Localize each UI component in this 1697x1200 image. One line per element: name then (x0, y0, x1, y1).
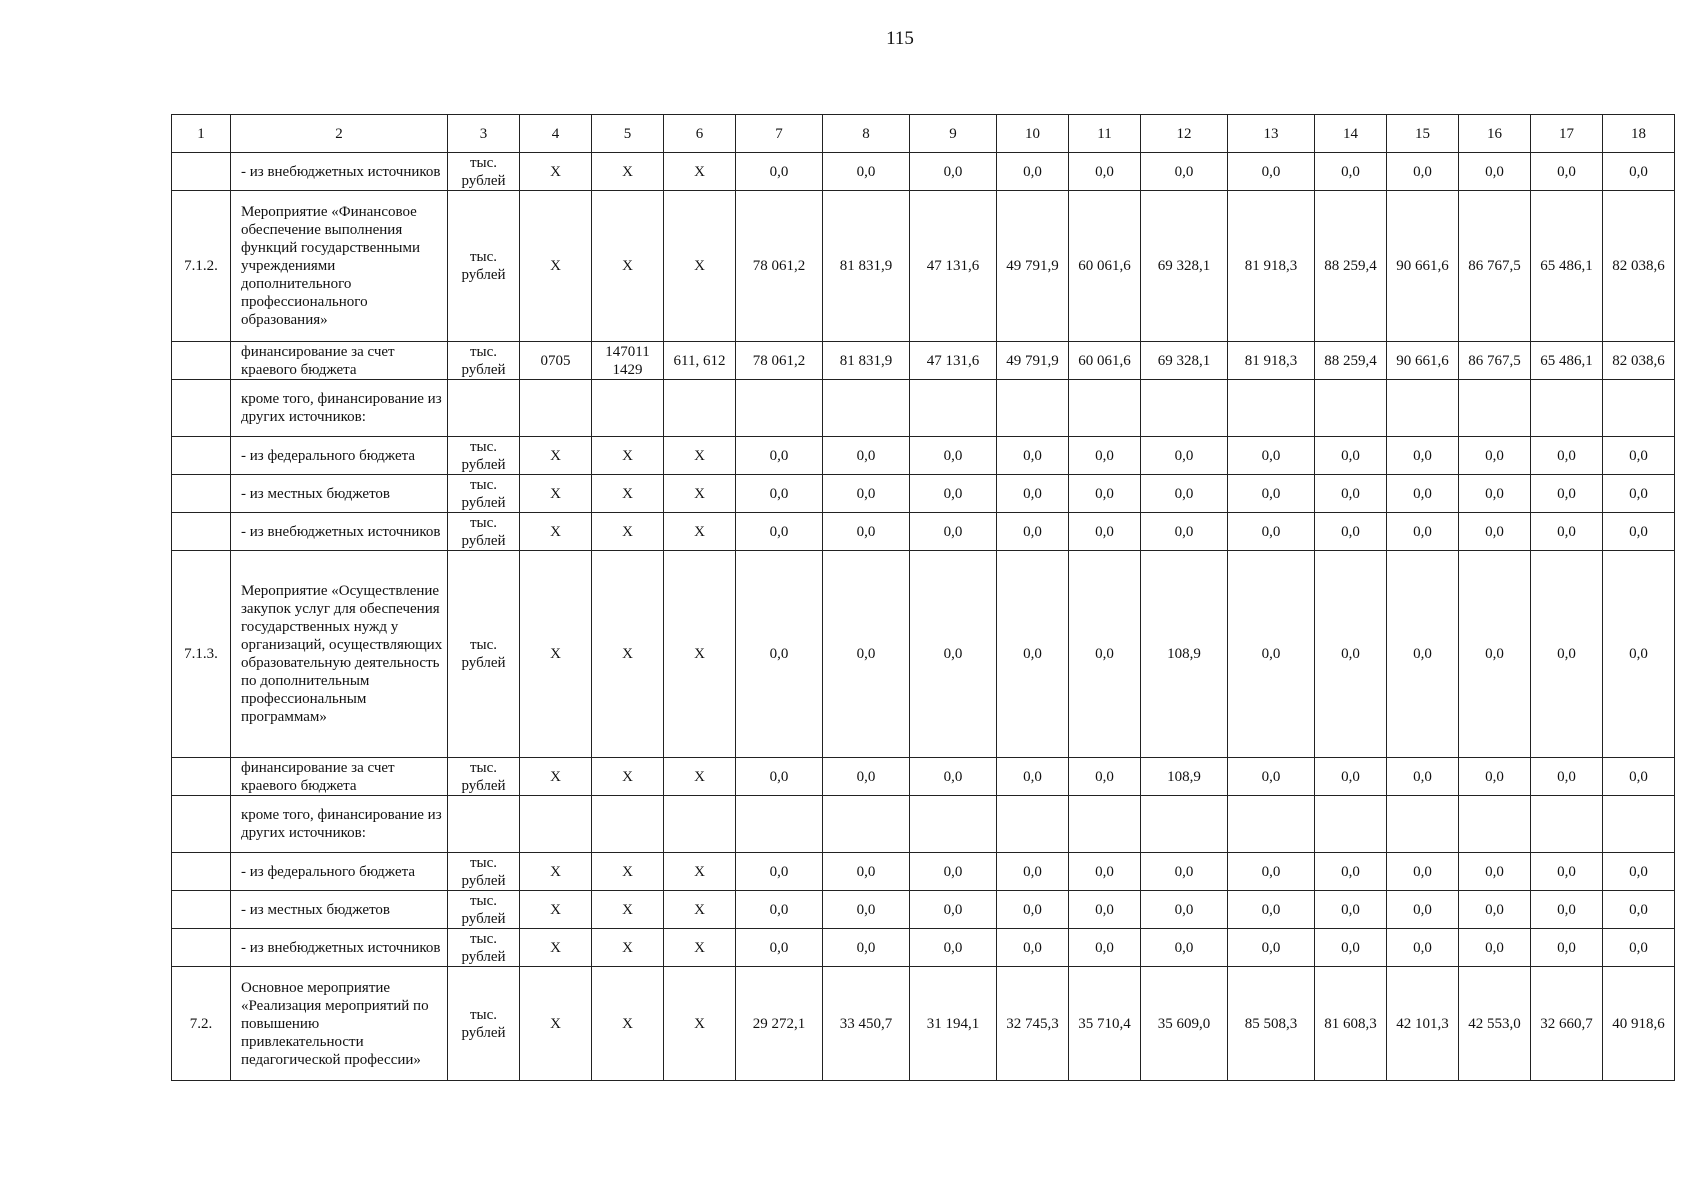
table-cell: 0,0 (736, 551, 823, 758)
column-header-9: 9 (910, 115, 997, 153)
table-cell: 0,0 (1141, 153, 1228, 191)
table-cell: 0,0 (910, 153, 997, 191)
table-cell (1459, 380, 1531, 437)
table-cell: 86 767,5 (1459, 191, 1531, 342)
table-cell: 0,0 (1315, 475, 1387, 513)
table-cell (1387, 380, 1459, 437)
table-cell: 81 831,9 (823, 191, 910, 342)
table-cell: 42 101,3 (1387, 967, 1459, 1081)
table-cell: Х (520, 191, 592, 342)
table-cell: 82 038,6 (1603, 191, 1675, 342)
table-row (172, 891, 1675, 929)
table-cell: 0,0 (736, 475, 823, 513)
table-cell: Х (520, 551, 592, 758)
table-cell: 0,0 (1603, 853, 1675, 891)
table-cell: 0,0 (1459, 513, 1531, 551)
column-header-13: 13 (1228, 115, 1315, 153)
row-description-cell: - из внебюджетных источников (231, 513, 448, 551)
table-cell: Х (520, 891, 592, 929)
table-cell: Х (664, 475, 736, 513)
table-cell: 108,9 (1141, 551, 1228, 758)
table-cell: Х (664, 437, 736, 475)
table-cell: 0,0 (910, 758, 997, 796)
table-cell: 0,0 (1459, 551, 1531, 758)
table-cell: 0,0 (1387, 551, 1459, 758)
table-cell: 88 259,4 (1315, 342, 1387, 380)
table-cell (448, 796, 520, 853)
table-cell: Х (664, 513, 736, 551)
table-cell: 49 791,9 (997, 342, 1069, 380)
table-cell: 0,0 (1459, 758, 1531, 796)
table-cell: 69 328,1 (1141, 342, 1228, 380)
table-cell: 0,0 (1069, 853, 1141, 891)
table-cell: 0,0 (997, 891, 1069, 929)
table-cell: тыс. рублей (448, 967, 520, 1081)
table-cell (664, 380, 736, 437)
table-cell: 0,0 (1141, 853, 1228, 891)
table-cell (1069, 796, 1141, 853)
table-cell (823, 380, 910, 437)
table-cell: 0,0 (1315, 437, 1387, 475)
table-cell: 0,0 (1531, 551, 1603, 758)
table-cell: тыс. рублей (448, 551, 520, 758)
table-row (172, 380, 1675, 437)
table-cell: 0705 (520, 342, 592, 380)
table-cell: 0,0 (1531, 513, 1603, 551)
table-cell (736, 796, 823, 853)
table-cell: тыс. рублей (448, 891, 520, 929)
column-header-1: 1 (172, 115, 231, 153)
table-cell: 0,0 (1531, 437, 1603, 475)
table-cell: 0,0 (910, 891, 997, 929)
table-cell: 0,0 (1069, 891, 1141, 929)
table-row (172, 796, 1675, 853)
row-number-cell (172, 513, 231, 551)
table-cell (1141, 380, 1228, 437)
table-cell: 0,0 (997, 437, 1069, 475)
table-cell (520, 380, 592, 437)
table-cell: 0,0 (1315, 513, 1387, 551)
table-cell: 78 061,2 (736, 191, 823, 342)
row-number-cell (172, 891, 231, 929)
row-description-cell: финансирование за счет краевого бюджета (231, 342, 448, 380)
table-row (172, 551, 1675, 758)
table-cell: 82 038,6 (1603, 342, 1675, 380)
table-cell: Х (520, 153, 592, 191)
column-header-8: 8 (823, 115, 910, 153)
table-cell: Х (664, 929, 736, 967)
table-cell: 0,0 (1141, 891, 1228, 929)
column-header-11: 11 (1069, 115, 1141, 153)
table-cell: 0,0 (1459, 891, 1531, 929)
table-cell: 0,0 (736, 853, 823, 891)
table-cell: тыс. рублей (448, 437, 520, 475)
table-cell: Х (592, 437, 664, 475)
table-cell: 0,0 (1069, 153, 1141, 191)
table-row (172, 758, 1675, 796)
table-cell: 60 061,6 (1069, 342, 1141, 380)
table-cell: 0,0 (1387, 929, 1459, 967)
table-cell: 65 486,1 (1531, 191, 1603, 342)
table-cell: 0,0 (1069, 758, 1141, 796)
table-body (172, 115, 1675, 1081)
row-number-cell (172, 758, 231, 796)
table-cell: 0,0 (736, 929, 823, 967)
table-cell: Х (664, 853, 736, 891)
table-cell: 0,0 (736, 758, 823, 796)
row-number-cell (172, 796, 231, 853)
table-cell: 81 918,3 (1228, 342, 1315, 380)
table-cell: 65 486,1 (1531, 342, 1603, 380)
table-cell: 0,0 (1531, 475, 1603, 513)
table-cell: Х (592, 153, 664, 191)
table-cell (664, 796, 736, 853)
table-cell: 0,0 (910, 475, 997, 513)
table-cell: тыс. рублей (448, 929, 520, 967)
table-cell: 35 710,4 (1069, 967, 1141, 1081)
table-cell: 0,0 (1459, 929, 1531, 967)
row-description-cell: финансирование за счет краевого бюджета (231, 758, 448, 796)
table-cell: Х (592, 853, 664, 891)
table-cell: 0,0 (1315, 758, 1387, 796)
table-cell (997, 796, 1069, 853)
table-cell: 0,0 (1228, 853, 1315, 891)
table-cell: 0,0 (997, 758, 1069, 796)
column-header-12: 12 (1141, 115, 1228, 153)
table-cell: 49 791,9 (997, 191, 1069, 342)
table-cell: Х (592, 513, 664, 551)
table-row (172, 967, 1675, 1081)
table-cell: 0,0 (1387, 475, 1459, 513)
table-cell: 0,0 (823, 475, 910, 513)
table-cell: 0,0 (1387, 853, 1459, 891)
table-row (172, 342, 1675, 380)
table-cell (823, 796, 910, 853)
row-description-cell: - из федерального бюджета (231, 853, 448, 891)
table-cell (1603, 796, 1675, 853)
table-cell: 0,0 (823, 551, 910, 758)
table-cell: тыс. рублей (448, 758, 520, 796)
table-cell: 40 918,6 (1603, 967, 1675, 1081)
column-header-7: 7 (736, 115, 823, 153)
table-cell: 0,0 (1141, 513, 1228, 551)
table-row (172, 437, 1675, 475)
table-cell: 90 661,6 (1387, 191, 1459, 342)
table-cell: 0,0 (997, 513, 1069, 551)
table-cell: 0,0 (736, 513, 823, 551)
table-cell: 0,0 (1315, 153, 1387, 191)
table-cell: 0,0 (1459, 437, 1531, 475)
row-description-cell: Основное мероприятие «Реализация мероприятий по повышению привлекательности педагогической профессии» (231, 967, 448, 1081)
table-cell: 0,0 (910, 437, 997, 475)
column-header-16: 16 (1459, 115, 1531, 153)
table-cell: 0,0 (997, 853, 1069, 891)
table-cell: 81 918,3 (1228, 191, 1315, 342)
table-cell: Х (520, 853, 592, 891)
page-number: 115 (886, 28, 914, 49)
table-cell: 81 831,9 (823, 342, 910, 380)
table-row (172, 475, 1675, 513)
table-cell: 0,0 (1603, 891, 1675, 929)
table-cell: 0,0 (1069, 437, 1141, 475)
table-cell: 0,0 (1069, 513, 1141, 551)
table-cell: Х (592, 891, 664, 929)
table-cell: 0,0 (1387, 153, 1459, 191)
table-cell: 0,0 (1387, 437, 1459, 475)
table-cell: 60 061,6 (1069, 191, 1141, 342)
row-description-cell: кроме того, финансирование из других источников: (231, 796, 448, 853)
table-cell: 0,0 (1531, 758, 1603, 796)
table-cell: тыс. рублей (448, 153, 520, 191)
row-number-cell (172, 342, 231, 380)
row-description-cell: Мероприятие «Осуществление закупок услуг для обеспечения государственных нужд у организаций, осуществляющих образовательную деятельность по дополнительным профессиональным программам» (231, 551, 448, 758)
table-cell: 32 660,7 (1531, 967, 1603, 1081)
table-cell: 0,0 (1387, 513, 1459, 551)
table-cell: Х (592, 475, 664, 513)
table-cell: Х (592, 967, 664, 1081)
table-cell: 0,0 (1531, 891, 1603, 929)
table-cell: Х (664, 891, 736, 929)
row-description-cell: - из местных бюджетов (231, 891, 448, 929)
table-cell: 0,0 (736, 437, 823, 475)
column-header-5: 5 (592, 115, 664, 153)
table-cell: 78 061,2 (736, 342, 823, 380)
row-number-cell (172, 475, 231, 513)
table-cell: Х (520, 513, 592, 551)
table-cell: 0,0 (1531, 853, 1603, 891)
table-cell: 0,0 (1228, 758, 1315, 796)
column-header-4: 4 (520, 115, 592, 153)
table-cell (448, 380, 520, 437)
row-number-cell (172, 853, 231, 891)
table-cell: Х (520, 929, 592, 967)
table-cell: 0,0 (997, 475, 1069, 513)
table-cell: 0,0 (1228, 891, 1315, 929)
header-row (172, 115, 1675, 153)
row-number-cell: 7.2. (172, 967, 231, 1081)
table-cell (1315, 796, 1387, 853)
table-cell: 0,0 (1603, 437, 1675, 475)
table-cell: 147011 1429 (592, 342, 664, 380)
table-cell (520, 796, 592, 853)
table-cell: 0,0 (1387, 758, 1459, 796)
table-cell: 0,0 (910, 853, 997, 891)
table-cell: Х (592, 551, 664, 758)
table-cell: Х (520, 758, 592, 796)
table-cell: 0,0 (910, 551, 997, 758)
table-cell: 0,0 (823, 929, 910, 967)
table-cell: Х (520, 475, 592, 513)
column-header-10: 10 (997, 115, 1069, 153)
table-cell: 90 661,6 (1387, 342, 1459, 380)
table-cell: 88 259,4 (1315, 191, 1387, 342)
row-description-cell: - из местных бюджетов (231, 475, 448, 513)
table-cell: тыс. рублей (448, 342, 520, 380)
table-row (172, 153, 1675, 191)
table-cell: 0,0 (823, 891, 910, 929)
table-cell (1603, 380, 1675, 437)
budget-table (171, 114, 1675, 1081)
table-cell: Х (592, 758, 664, 796)
table-cell (910, 380, 997, 437)
table-cell: 0,0 (823, 153, 910, 191)
table-cell: 611, 612 (664, 342, 736, 380)
table-cell: 35 609,0 (1141, 967, 1228, 1081)
table-cell: Х (664, 758, 736, 796)
row-number-cell (172, 929, 231, 967)
table-cell: 32 745,3 (997, 967, 1069, 1081)
table-cell (1531, 380, 1603, 437)
table-cell: 108,9 (1141, 758, 1228, 796)
table-row (172, 513, 1675, 551)
table-cell (1141, 796, 1228, 853)
table-cell: 0,0 (1387, 891, 1459, 929)
row-number-cell: 7.1.3. (172, 551, 231, 758)
table-cell: 69 328,1 (1141, 191, 1228, 342)
table-cell: 0,0 (1228, 513, 1315, 551)
table-cell: Х (592, 191, 664, 342)
table-cell: 0,0 (1141, 437, 1228, 475)
table-cell: 0,0 (1459, 475, 1531, 513)
table-cell: 0,0 (1459, 153, 1531, 191)
table-cell (592, 796, 664, 853)
table-cell: 0,0 (1141, 475, 1228, 513)
table-cell: 0,0 (1228, 437, 1315, 475)
table-cell: 81 608,3 (1315, 967, 1387, 1081)
row-number-cell (172, 153, 231, 191)
column-header-14: 14 (1315, 115, 1387, 153)
table-cell: 0,0 (823, 437, 910, 475)
row-description-cell: - из внебюджетных источников (231, 153, 448, 191)
table-cell: 42 553,0 (1459, 967, 1531, 1081)
row-description-cell: - из федерального бюджета (231, 437, 448, 475)
table-cell: 29 272,1 (736, 967, 823, 1081)
table-cell: Х (520, 437, 592, 475)
table-cell (910, 796, 997, 853)
table-cell: 0,0 (1228, 475, 1315, 513)
table-cell: Х (664, 551, 736, 758)
table-cell: 0,0 (1531, 929, 1603, 967)
table-cell: 0,0 (1141, 929, 1228, 967)
table-cell: 47 131,6 (910, 342, 997, 380)
table-cell (1387, 796, 1459, 853)
table-cell (1228, 380, 1315, 437)
table-cell: тыс. рублей (448, 513, 520, 551)
table-cell: 0,0 (823, 513, 910, 551)
table-cell: 0,0 (1531, 153, 1603, 191)
table-cell: 0,0 (910, 513, 997, 551)
table-cell: 0,0 (736, 891, 823, 929)
column-header-6: 6 (664, 115, 736, 153)
table-cell: 86 767,5 (1459, 342, 1531, 380)
table-cell: Х (592, 929, 664, 967)
table-cell: 0,0 (1315, 853, 1387, 891)
column-header-18: 18 (1603, 115, 1675, 153)
table-cell: 0,0 (1603, 153, 1675, 191)
table-cell: 0,0 (1603, 475, 1675, 513)
table-cell: 0,0 (1603, 551, 1675, 758)
table-cell: 0,0 (997, 551, 1069, 758)
table-cell: 0,0 (1315, 891, 1387, 929)
table-cell: 0,0 (1459, 853, 1531, 891)
row-description-cell: кроме того, финансирование из других источников: (231, 380, 448, 437)
table-cell (592, 380, 664, 437)
table-row (172, 853, 1675, 891)
table-cell (1228, 796, 1315, 853)
table-cell: Х (664, 153, 736, 191)
column-header-2: 2 (231, 115, 448, 153)
table-cell: 0,0 (1603, 929, 1675, 967)
table-cell: 0,0 (1603, 513, 1675, 551)
table-cell (1069, 380, 1141, 437)
table-cell: 0,0 (1228, 153, 1315, 191)
table-cell: Х (520, 967, 592, 1081)
row-description-cell: Мероприятие «Финансовое обеспечение выполнения функций государственными учреждениями дополнительного профессионального образования» (231, 191, 448, 342)
table-cell: 85 508,3 (1228, 967, 1315, 1081)
table-cell (736, 380, 823, 437)
column-header-17: 17 (1531, 115, 1603, 153)
column-header-3: 3 (448, 115, 520, 153)
table-cell: 47 131,6 (910, 191, 997, 342)
table-cell (1315, 380, 1387, 437)
table-cell: 0,0 (997, 929, 1069, 967)
table-cell: тыс. рублей (448, 853, 520, 891)
table-cell: 0,0 (1069, 929, 1141, 967)
table-cell: 0,0 (1315, 551, 1387, 758)
row-description-cell: - из внебюджетных источников (231, 929, 448, 967)
table-cell: 0,0 (823, 758, 910, 796)
table-cell: тыс. рублей (448, 191, 520, 342)
row-number-cell: 7.1.2. (172, 191, 231, 342)
row-number-cell (172, 437, 231, 475)
column-header-15: 15 (1387, 115, 1459, 153)
table-cell: 0,0 (823, 853, 910, 891)
table-cell (1459, 796, 1531, 853)
table-cell: 0,0 (736, 153, 823, 191)
table-cell: Х (664, 191, 736, 342)
row-number-cell (172, 380, 231, 437)
table-cell: 0,0 (1315, 929, 1387, 967)
table-cell (1531, 796, 1603, 853)
table-cell: 0,0 (1228, 929, 1315, 967)
table-cell: 0,0 (1069, 475, 1141, 513)
table-cell (997, 380, 1069, 437)
table-cell: 0,0 (1228, 551, 1315, 758)
table-cell: 0,0 (910, 929, 997, 967)
table-cell: тыс. рублей (448, 475, 520, 513)
table-cell: 33 450,7 (823, 967, 910, 1081)
table-cell: 0,0 (1069, 551, 1141, 758)
table-cell: Х (664, 967, 736, 1081)
table-cell: 0,0 (997, 153, 1069, 191)
table-cell: 31 194,1 (910, 967, 997, 1081)
table-row (172, 929, 1675, 967)
table-row (172, 191, 1675, 342)
table-cell: 0,0 (1603, 758, 1675, 796)
